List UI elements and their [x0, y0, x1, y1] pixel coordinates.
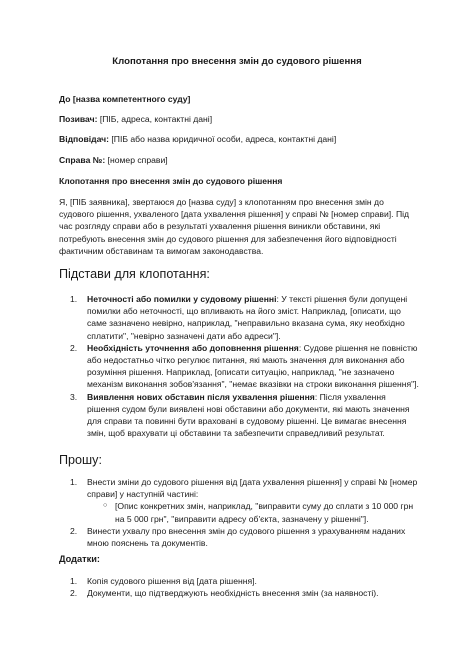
intro-paragraph: Я, [ПІБ заявника], звертаюся до [назва суду] з клопотанням про внесення змін до судового рішення, ухваленого [дата ухвалення рішення] у справі № [номер справи]. Під час розгляду справи або в результаті ухвалення рішення виникли обставини, які потребують внесення змін до судового рішення для забезпечення його відповідності фактичним обставинам та вимогам законодавства. — [59, 197, 410, 256]
list-number: 1. — [70, 576, 78, 586]
list-number: 2. — [70, 342, 78, 353]
grounds-heading: Підстави для клопотання: — [59, 267, 210, 281]
defendant-line — [59, 134, 336, 144]
defendant-label: Відповідач: — [59, 134, 110, 144]
attachments-heading: Додатки: — [59, 554, 100, 564]
request-item-text: Внести зміни до судового рішення від [дата ухвалення рішення] у справі № [номер справи] у наступній частині: — [87, 477, 418, 500]
attachment-item-text: Документи, що підтверджують необхідність внесення змін (за наявності). — [87, 588, 379, 599]
case-line — [59, 155, 168, 165]
attachment-item — [59, 575, 419, 587]
request-heading: Прошу: — [59, 453, 102, 467]
attachment-item — [59, 587, 419, 599]
grounds-item-text: : Судове рішення не повністю або недостатньо чітко регулює питання, які мають значення для виконання або розуміння рішення. Наприклад, [описати ситуацію, наприклад, "не зазначено механізм виконання зобов'язання", "немає вказівки на строки виконання рішення"]. — [87, 342, 419, 390]
case-label: Справа №: — [59, 155, 106, 165]
document-title: Клопотання про внесення змін до судового рішення — [112, 56, 362, 67]
request-item-text: Винести ухвалу про внесення змін до судового рішення з урахуванням наданих мною пояснень та документів. — [87, 525, 406, 549]
grounds-item — [59, 391, 419, 440]
list-number: 2. — [70, 525, 78, 536]
plaintiff-label: Позивач: — [59, 114, 98, 124]
plaintiff-line — [59, 114, 212, 124]
request-subitem-text: [Опис конкретних змін, наприклад, "виправити суму до сплати з 10 000 грн на 5 000 грн", "виправити адресу об'єкта, зазначену у рішенні"]. — [115, 501, 414, 524]
list-number: 3. — [70, 391, 78, 402]
case-value: [номер справи] — [105, 155, 168, 165]
grounds-item-text: : Після ухвалення рішення судом були виявлені нові обставини або документи, які мають значення для справи та повинні бути враховані в судовому рішенні. Це вимагає внесення змін, щоб врахувати ці обставини та забезпечити справедливий результат. — [87, 391, 410, 439]
request-sublist — [87, 500, 419, 524]
grounds-item-text: : У тексті рішення були допущені помилки або неточності, що впливають на його зміст. Наприклад, [описати, що саме зазначено невірно, наприклад, "неправильно вказана сума, яку необхідно сплатити", "невірно зазначені дати або адреси"]. — [87, 294, 408, 341]
plaintiff-value: [ПІБ, адреса, контактні дані] — [97, 114, 213, 124]
request-list — [59, 476, 419, 549]
request-subitem — [87, 500, 419, 524]
grounds-item-title: Неточності або помилки у судовому рішенні — [87, 294, 277, 304]
attachment-item-text: Копія судового рішення від [дата рішення]. — [87, 576, 257, 586]
attachments-list — [59, 575, 419, 599]
list-number: 1. — [70, 294, 78, 304]
list-number: 2. — [70, 588, 78, 599]
request-item — [59, 525, 419, 549]
subject-line: Клопотання про внесення змін до судового рішення — [59, 176, 283, 186]
grounds-list — [59, 293, 419, 439]
list-number: 1. — [70, 477, 78, 487]
grounds-item-title: Виявлення нових обставин після ухвалення рішення — [87, 391, 315, 402]
court-addressee: До [назва компетентного суду] — [59, 94, 191, 104]
request-item — [59, 476, 419, 525]
defendant-value: [ПІБ або назва юридичної особи, адреса, контактні дані] — [109, 134, 337, 144]
grounds-item-title: Необхідність уточнення або доповнення рішення — [87, 342, 299, 353]
grounds-item — [59, 293, 419, 342]
grounds-item — [59, 342, 419, 391]
bullet-icon: ○ — [103, 502, 108, 510]
